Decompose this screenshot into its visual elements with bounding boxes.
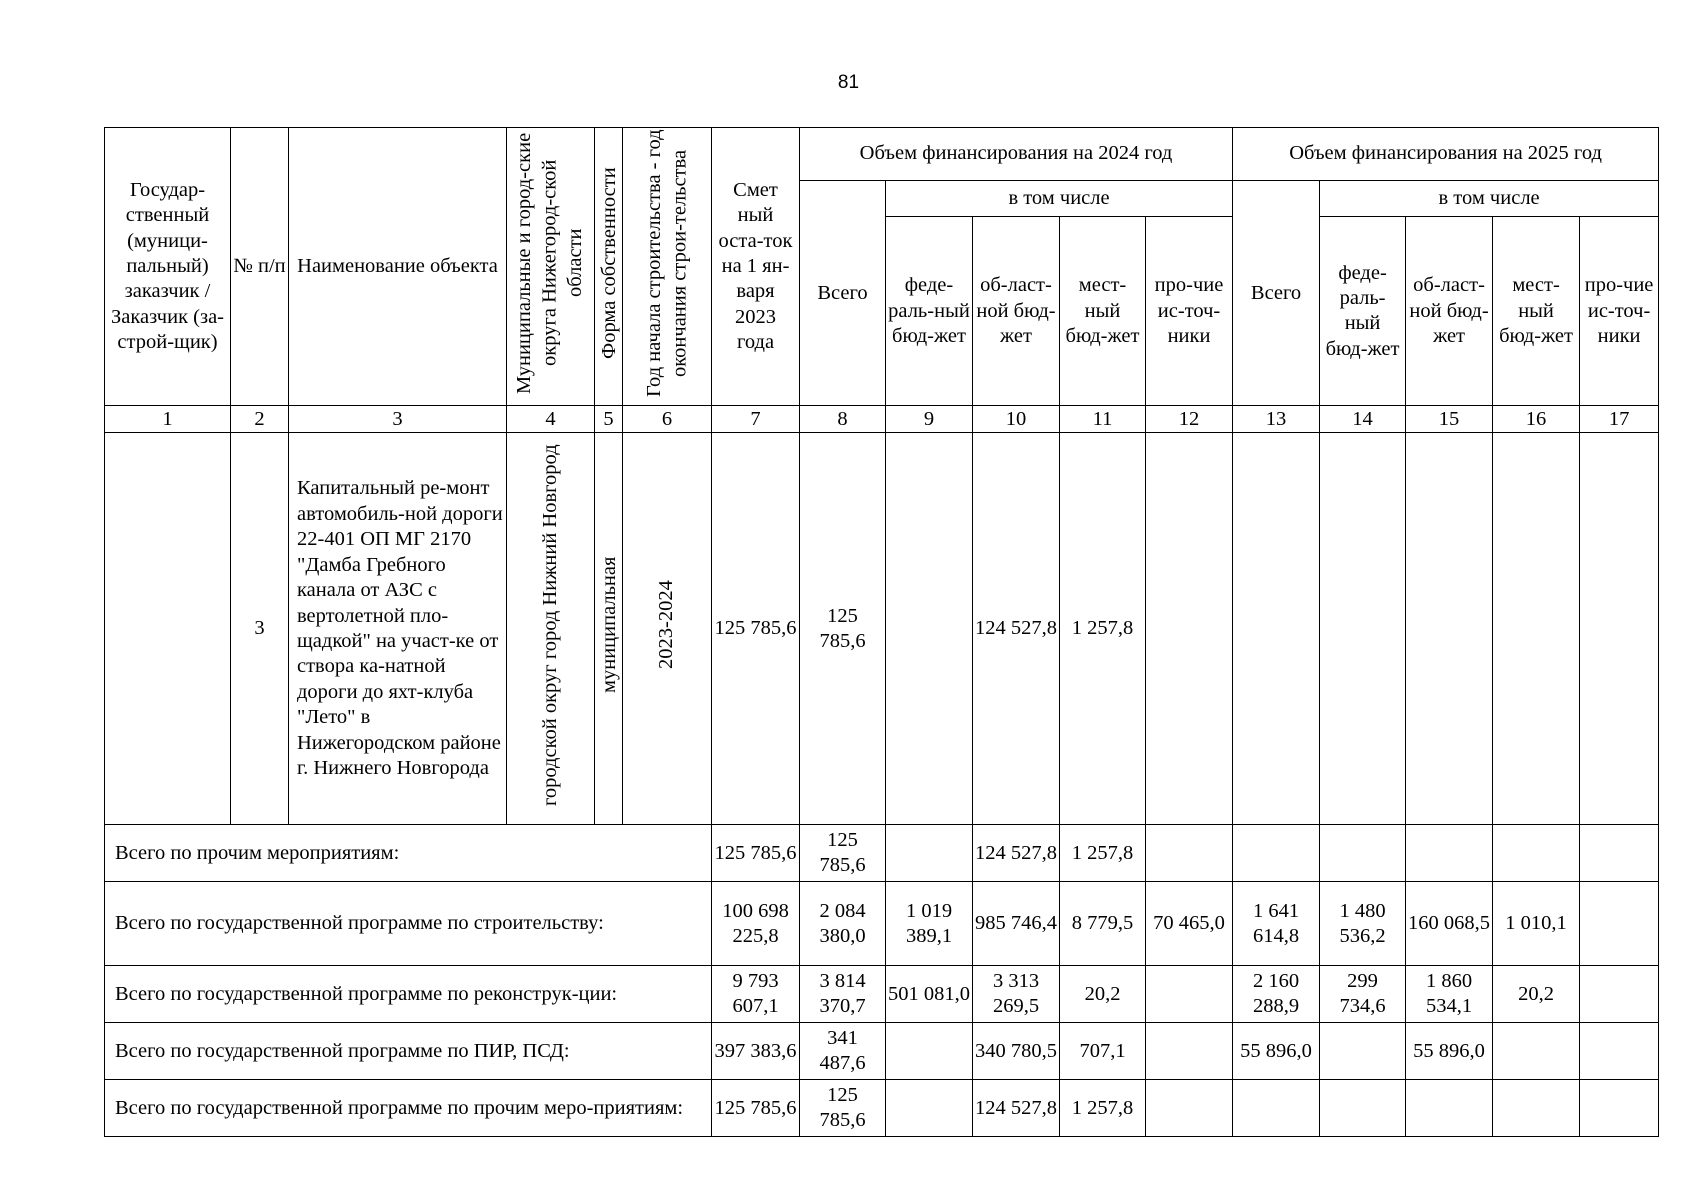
object-federal-2024: [886, 433, 973, 825]
summary-value: 124 527,8: [973, 825, 1060, 882]
header-fin-2025: Объем финансирования на 2025 год: [1233, 128, 1659, 181]
summary-value: 397 383,6: [712, 1023, 800, 1080]
summary-value: [1146, 966, 1233, 1023]
summary-value: 100 698 225,8: [712, 882, 800, 966]
summary-value: 299 734,6: [1320, 966, 1406, 1023]
object-cell-2025: [1320, 433, 1406, 825]
page-number: 81: [837, 72, 860, 93]
summary-value: 1 010,1: [1493, 882, 1580, 966]
column-number: 4: [507, 406, 595, 433]
column-number: 9: [886, 406, 973, 433]
summary-value: [1146, 1023, 1233, 1080]
summary-value: 1 641 614,8: [1233, 882, 1320, 966]
summary-row: [105, 1080, 1659, 1137]
summary-value: [1320, 825, 1406, 882]
summary-label: Всего по государственной программе по ПИР, ПСД:: [105, 1023, 712, 1080]
header-federal-2025: феде-раль-ный бюд-жет: [1320, 217, 1406, 406]
header-fin-2024: Объем финансирования на 2024 год: [800, 128, 1233, 181]
summary-label: Всего по прочим мероприятиям:: [105, 825, 712, 882]
summary-value: 70 465,0: [1146, 882, 1233, 966]
object-num: 3: [231, 433, 289, 825]
summary-value: 501 081,0: [886, 966, 973, 1023]
summary-value: [1146, 1080, 1233, 1137]
summary-value: 125 785,6: [800, 825, 886, 882]
column-number: 3: [289, 406, 507, 433]
header-remainder: Смет ный оста-ток на 1 ян-варя 2023 года: [712, 128, 800, 406]
header-regional-2025: об-ласт-ной бюд-жет: [1406, 217, 1493, 406]
summary-value: [1406, 1080, 1493, 1137]
header-federal-2024: феде-раль-ный бюд-жет: [886, 217, 973, 406]
object-total-2024: 125 785,6: [800, 433, 886, 825]
column-number: 17: [1580, 406, 1659, 433]
column-number: 10: [973, 406, 1060, 433]
object-remainder: 125 785,6: [712, 433, 800, 825]
header-total-2024: Всего: [800, 181, 886, 406]
object-ownership: муниципальная: [595, 433, 623, 825]
column-number: 13: [1233, 406, 1320, 433]
column-number: 5: [595, 406, 623, 433]
summary-value: 3 313 269,5: [973, 966, 1060, 1023]
header-local-2024: мест-ный бюд-жет: [1060, 217, 1146, 406]
column-number: 2: [231, 406, 289, 433]
column-numbers-row: [105, 406, 1659, 433]
summary-value: 125 785,6: [800, 1080, 886, 1137]
summary-value: [1580, 1080, 1659, 1137]
summary-value: [1406, 825, 1493, 882]
header-local-2025: мест-ный бюд-жет: [1493, 217, 1580, 406]
column-number: 8: [800, 406, 886, 433]
summary-value: 1 480 536,2: [1320, 882, 1406, 966]
header-customer: Государ-ственный (муници-пальный) заказчик /Заказчик (за-строй-щик): [105, 128, 231, 406]
column-number: 7: [712, 406, 800, 433]
summary-value: 1 257,8: [1060, 1080, 1146, 1137]
summary-value: 20,2: [1493, 966, 1580, 1023]
header-other-2024: про-чие ис-точ-ники: [1146, 217, 1233, 406]
summary-value: [1493, 1023, 1580, 1080]
object-other-2024: [1146, 433, 1233, 825]
summary-value: [1493, 825, 1580, 882]
summary-value: [1233, 1080, 1320, 1137]
summary-value: [1320, 1023, 1406, 1080]
header-including-2025: в том числе: [1320, 181, 1659, 217]
summary-value: 55 896,0: [1233, 1023, 1320, 1080]
summary-value: 55 896,0: [1406, 1023, 1493, 1080]
summary-value: [1493, 1080, 1580, 1137]
summary-row: [105, 825, 1659, 882]
summary-value: 1 019 389,1: [886, 882, 973, 966]
summary-row: [105, 966, 1659, 1023]
summary-value: 124 527,8: [973, 1080, 1060, 1137]
header-regional-2024: об-ласт-ной бюд-жет: [973, 217, 1060, 406]
column-number: 12: [1146, 406, 1233, 433]
summary-value: 20,2: [1060, 966, 1146, 1023]
summary-value: [1146, 825, 1233, 882]
financing-table: [104, 127, 1659, 1137]
object-cell-2025: [1493, 433, 1580, 825]
summary-value: 125 785,6: [712, 825, 800, 882]
object-row: [105, 433, 1659, 825]
column-number: 15: [1406, 406, 1493, 433]
summary-value: [1580, 966, 1659, 1023]
summary-label: Всего по государственной программе по прочим меро-приятиям:: [105, 1080, 712, 1137]
summary-value: 2 160 288,9: [1233, 966, 1320, 1023]
header-including-2024: в том числе: [886, 181, 1233, 217]
object-customer: [105, 433, 231, 825]
object-regional-2024: 124 527,8: [973, 433, 1060, 825]
summary-value: 1 860 534,1: [1406, 966, 1493, 1023]
column-number: 1: [105, 406, 231, 433]
summary-value: 985 746,4: [973, 882, 1060, 966]
header-total-2025: Всего: [1233, 181, 1320, 406]
summary-value: 1 257,8: [1060, 825, 1146, 882]
object-municipality: городской округ город Нижний Новгород: [507, 433, 595, 825]
header-years: Год начала строительства - год окончания строи-тельства: [623, 128, 712, 406]
summary-value: 9 793 607,1: [712, 966, 800, 1023]
object-name: Капитальный ре-монт автомобиль-ной дороги 22-401 ОП МГ 2170 "Дамба Гребного канала от АЗС с вертолетной пло-щадкой" на участ-ке от створа ка-натной дороги до яхт-клуба "Лето" в Нижегородском районе г. Нижнего Новгорода: [289, 433, 507, 825]
column-number: 6: [623, 406, 712, 433]
summary-value: [886, 1080, 973, 1137]
summary-value: 160 068,5: [1406, 882, 1493, 966]
header-municipality: Муниципальные и город-ские округа Нижегород-ской области: [507, 128, 595, 406]
header-object-name: Наименование объекта: [289, 128, 507, 406]
summary-label: Всего по государственной программе по строительству:: [105, 882, 712, 966]
summary-value: 341 487,6: [800, 1023, 886, 1080]
object-cell-2025: [1580, 433, 1659, 825]
summary-value: [886, 825, 973, 882]
summary-value: 3 814 370,7: [800, 966, 886, 1023]
summary-value: 2 084 380,0: [800, 882, 886, 966]
column-number: 14: [1320, 406, 1406, 433]
header-num: № п/п: [231, 128, 289, 406]
summary-value: 125 785,6: [712, 1080, 800, 1137]
object-cell-2025: [1233, 433, 1320, 825]
summary-value: [1580, 882, 1659, 966]
summary-row: [105, 882, 1659, 966]
summary-value: [1320, 1080, 1406, 1137]
header-other-2025: про-чие ис-точ-ники: [1580, 217, 1659, 406]
header-ownership: Форма собственности: [595, 128, 623, 406]
summary-value: 340 780,5: [973, 1023, 1060, 1080]
object-years: 2023-2024: [623, 433, 712, 825]
summary-value: 707,1: [1060, 1023, 1146, 1080]
object-cell-2025: [1406, 433, 1493, 825]
summary-value: [886, 1023, 973, 1080]
summary-value: 8 779,5: [1060, 882, 1146, 966]
summary-value: [1580, 1023, 1659, 1080]
summary-value: [1580, 825, 1659, 882]
summary-value: [1233, 825, 1320, 882]
summary-label: Всего по государственной программе по реконструк-ции:: [105, 966, 712, 1023]
object-local-2024: 1 257,8: [1060, 433, 1146, 825]
column-number: 11: [1060, 406, 1146, 433]
column-number: 16: [1493, 406, 1580, 433]
summary-row: [105, 1023, 1659, 1080]
